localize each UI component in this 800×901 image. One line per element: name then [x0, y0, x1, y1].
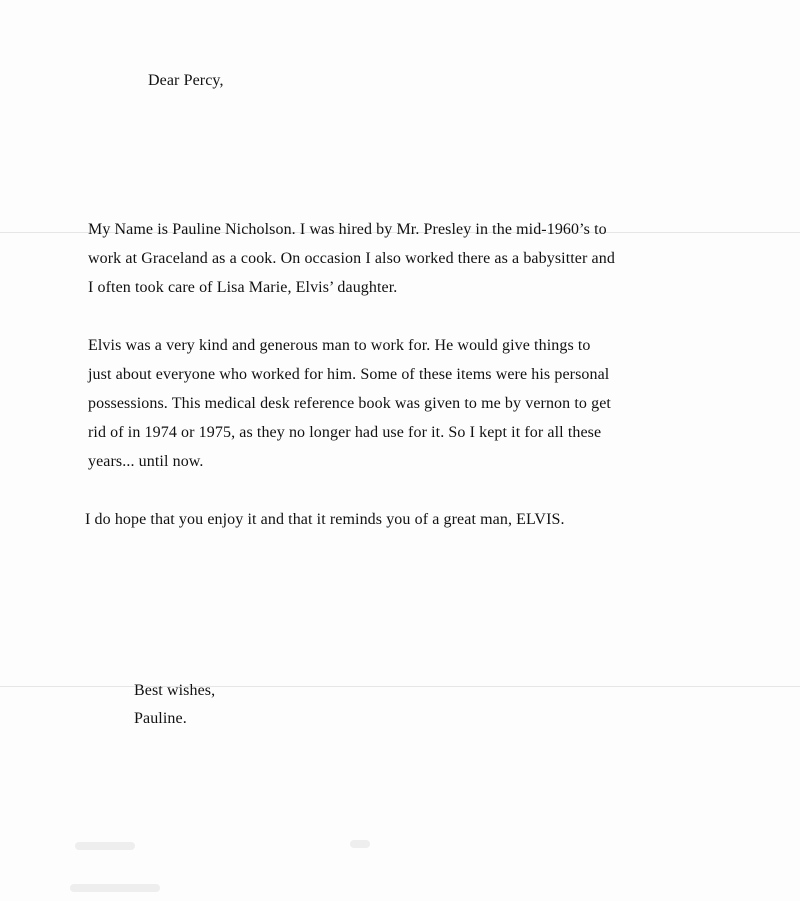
paragraph-line: I do hope that you enjoy it and that it reminds you of a great man, ELVIS. [85, 511, 565, 528]
scan-smudge [70, 884, 160, 892]
signature: Pauline. [134, 710, 187, 727]
paragraph-line: work at Graceland as a cook. On occasion I also worked there as a babysitter and [88, 250, 615, 267]
paragraph-line: years... until now. [88, 453, 204, 470]
scan-smudge [350, 840, 370, 848]
paragraph-line: I often took care of Lisa Marie, Elvis’ daughter. [88, 279, 398, 296]
scan-smudge [75, 842, 135, 850]
paragraph-line: My Name is Pauline Nicholson. I was hired by Mr. Presley in the mid-1960’s to [88, 221, 607, 238]
fold-line [0, 686, 800, 687]
paragraph-line: rid of in 1974 or 1975, as they no longer had use for it. So I kept it for all these [88, 424, 602, 441]
letter-greeting: Dear Percy, [148, 72, 224, 89]
letter-closing [134, 677, 215, 733]
paragraph-line: Elvis was a very kind and generous man to work for. He would give things to [88, 337, 591, 354]
closing-phrase: Best wishes, [134, 682, 216, 699]
paragraph-wish [85, 505, 685, 534]
paragraph-line: possessions. This medical desk reference book was given to me by vernon to get [88, 395, 611, 412]
paragraph-story [88, 331, 688, 476]
paragraph-introduction [88, 215, 688, 302]
paragraph-line: just about everyone who worked for him. Some of these items were his personal [88, 366, 610, 383]
